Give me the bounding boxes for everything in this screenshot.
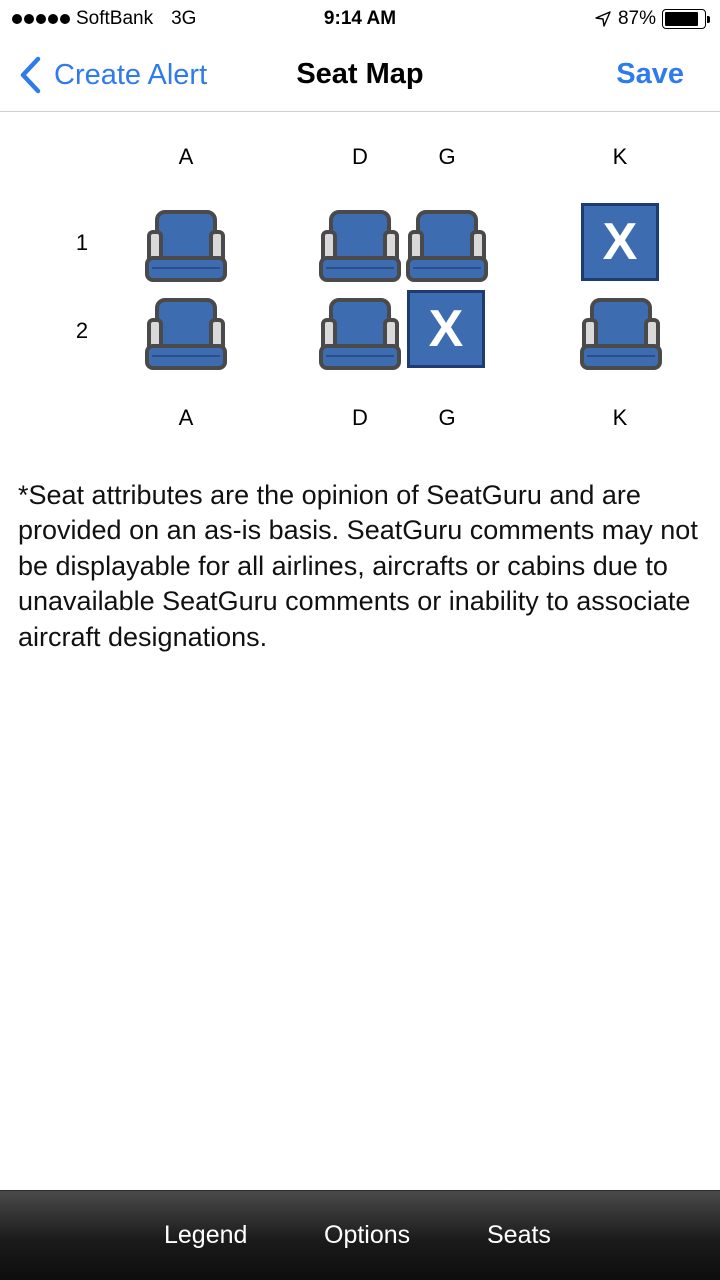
- page-title: Seat Map: [296, 58, 424, 90]
- seat-2a[interactable]: [144, 296, 228, 372]
- carrier-name: SoftBank: [76, 8, 154, 29]
- battery-percent: 87%: [617, 8, 656, 29]
- row-label-1: 1: [75, 230, 89, 255]
- back-button[interactable]: [18, 56, 207, 94]
- seat-1k-occupied[interactable]: [581, 203, 659, 281]
- seat-icon: [318, 296, 402, 372]
- status-right: [594, 8, 706, 30]
- status-time: 9:14 AM: [323, 8, 397, 29]
- seat-icon: [144, 208, 228, 284]
- seat-2g-occupied[interactable]: [407, 290, 485, 368]
- legend-button[interactable]: Legend: [164, 1221, 248, 1249]
- row-label-2: 2: [75, 318, 89, 343]
- seat-2d[interactable]: [318, 296, 402, 372]
- seats-button[interactable]: Seats: [487, 1221, 551, 1249]
- column-label-g-bottom: G: [438, 405, 456, 430]
- battery-icon: [662, 9, 706, 29]
- navigation-bar: [0, 38, 720, 112]
- seat-map: [0, 112, 720, 452]
- back-button-label: Create Alert: [54, 58, 208, 91]
- chevron-left-icon: [18, 56, 42, 94]
- seat-icon: [579, 296, 663, 372]
- column-label-k: K: [612, 144, 628, 169]
- seat-icon: [144, 296, 228, 372]
- seat-1d[interactable]: [318, 208, 402, 284]
- column-label-a: A: [178, 144, 194, 169]
- column-label-d: D: [352, 144, 368, 169]
- seat-icon: [405, 208, 489, 284]
- seat-2k[interactable]: [579, 296, 663, 372]
- column-label-a-bottom: A: [178, 405, 194, 430]
- location-arrow-icon: [594, 10, 612, 28]
- save-button[interactable]: Save: [616, 58, 684, 90]
- occupied-x-icon: X: [428, 300, 464, 358]
- battery-level: [665, 12, 698, 26]
- seat-icon: [318, 208, 402, 284]
- seat-1g[interactable]: [405, 208, 489, 284]
- seat-1a[interactable]: [144, 208, 228, 284]
- column-label-k-bottom: K: [612, 405, 628, 430]
- bottom-toolbar: [0, 1190, 720, 1280]
- disclaimer-text: *Seat attributes are the opinion of SeatGuru and are provided on an as-is basis. SeatGuru comments may not be displayable for all airlines, aircrafts or cabins due to unavailable SeatGuru comments or inability to associate aircraft designations.: [18, 480, 698, 652]
- column-label-g: G: [438, 144, 456, 169]
- column-label-d-bottom: D: [352, 405, 368, 430]
- status-bar: [0, 0, 720, 38]
- occupied-x-icon: X: [602, 213, 638, 271]
- options-button[interactable]: Options: [324, 1221, 411, 1249]
- network-type: 3G: [171, 8, 197, 29]
